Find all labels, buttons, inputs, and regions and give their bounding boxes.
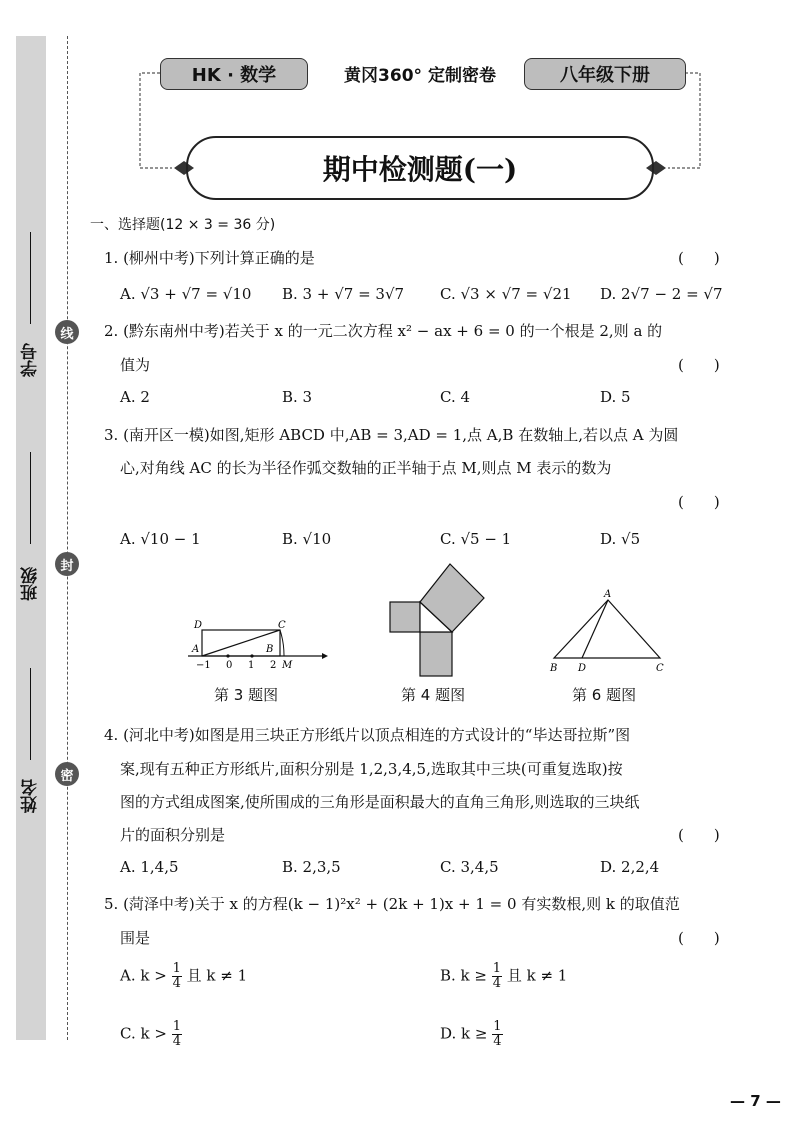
denominator: 4 xyxy=(172,1034,181,1049)
label-b: B xyxy=(550,663,558,674)
figure-6 xyxy=(546,586,676,678)
q2-option-a: A. 2 xyxy=(120,388,150,406)
numerator: 1 xyxy=(493,1019,502,1034)
denominator: 4 xyxy=(172,976,181,991)
q4-option-b: B. 2,3,5 xyxy=(282,858,341,876)
q4-stem-line4: 片的面积分别是 xyxy=(120,826,226,844)
point-zero xyxy=(226,654,229,657)
q1-option-b: B. 3 + √7 = 3√7 xyxy=(282,285,405,303)
label-name: 姓名 xyxy=(21,779,41,813)
figure-6-caption: 第 6 题图 xyxy=(572,686,637,704)
q1-option-a: A. √3 + √7 = √10 xyxy=(120,285,252,303)
q5-option-a xyxy=(120,962,247,991)
q4-option-a: A. 1,4,5 xyxy=(120,858,179,876)
q3-option-b: B. √10 xyxy=(282,530,332,548)
q4-option-c: C. 3,4,5 xyxy=(440,858,499,876)
label-a: A xyxy=(604,589,612,600)
series-title: 黄冈360° 定制密卷 xyxy=(344,65,496,86)
binding-strip xyxy=(16,36,46,1040)
tick-zero: 0 xyxy=(226,660,233,671)
subject-pill: HK · 数学 xyxy=(160,58,308,90)
tick-one: 1 xyxy=(248,660,255,671)
q3-option-c: C. √5 − 1 xyxy=(440,530,512,548)
student-no-blank xyxy=(30,232,31,324)
q3-answer-blank: ( ) xyxy=(678,493,720,511)
label-d: D xyxy=(578,663,587,674)
tick-two: 2 xyxy=(270,660,277,671)
numerator: 1 xyxy=(492,961,502,976)
fraction-one-quarter xyxy=(172,962,182,991)
q3-option-d: D. √5 xyxy=(600,530,641,548)
name-blank xyxy=(30,668,31,760)
arc-am xyxy=(280,630,284,656)
denominator: 4 xyxy=(493,1034,502,1049)
q3-option-a: A. √10 − 1 xyxy=(120,530,201,548)
axis-arrow xyxy=(322,653,328,659)
fraction-one-quarter xyxy=(172,1020,182,1049)
figure-3 xyxy=(180,600,330,680)
cut-dashed-line xyxy=(67,36,68,1040)
q1-option-d: D. 2√7 − 2 = √7 xyxy=(600,285,723,303)
bottom-square xyxy=(420,632,452,676)
q4-option-d: D. 2,2,4 xyxy=(600,858,660,876)
numerator: 1 xyxy=(172,961,181,976)
q5-answer-blank: ( ) xyxy=(678,929,720,947)
label-m: M xyxy=(282,660,293,671)
label-student-no: 学号 xyxy=(21,343,41,377)
q1-answer-blank: ( ) xyxy=(678,249,720,267)
fraction-one-quarter xyxy=(492,962,502,991)
figure-4 xyxy=(388,560,498,680)
q3-stem-line2: 心,对角线 AC 的长为半径作弧交数轴的正半轴于点 M,则点 M 表示的数为 xyxy=(120,459,612,477)
q5-option-b xyxy=(440,962,567,991)
q5-b-prefix: B. k ≥ xyxy=(440,966,487,985)
q4-answer-blank: ( ) xyxy=(678,826,720,844)
page-number: — 7 — xyxy=(730,1092,781,1110)
q2-stem-line2: 值为 xyxy=(120,356,151,374)
class-blank xyxy=(30,452,31,544)
numerator: 1 xyxy=(172,1019,181,1034)
fraction-one-quarter xyxy=(492,1020,502,1049)
grade-pill: 八年级下册 xyxy=(524,58,686,90)
section-heading: 一、选择题(12 × 3 = 36 分) xyxy=(90,217,276,233)
seal-seal-mark: 封 xyxy=(55,552,79,576)
label-c: C xyxy=(656,663,664,674)
q5-d-prefix: D. k ≥ xyxy=(440,1024,488,1043)
q1-option-c: C. √3 × √7 = √21 xyxy=(440,285,572,303)
label-b: B xyxy=(266,644,274,655)
left-square xyxy=(390,602,420,632)
q4-stem-line2: 案,现有五种正方形纸片,面积分别是 1,2,3,4,5,选取其中三块(可重复选取)按 xyxy=(120,760,623,778)
q4-stem-line1: 4. (河北中考)如图是用三块正方形纸片以顶点相连的方式设计的“毕达哥拉斯”图 xyxy=(104,726,631,744)
q5-c-prefix: C. k > xyxy=(120,1024,167,1043)
q2-option-d: D. 5 xyxy=(600,388,631,406)
q2-stem-line1: 2. (黔东南州中考)若关于 x 的一元二次方程 x² − ax + 6 = 0 的一个根是 2,则 a 的 xyxy=(104,322,663,340)
q5-option-d xyxy=(440,1020,503,1049)
q5-a-prefix: A. k > xyxy=(120,966,167,985)
seal-secret-mark: 密 xyxy=(55,762,79,786)
q2-option-b: B. 3 xyxy=(282,388,313,406)
exam-title: 期中检测题(一) xyxy=(186,136,654,200)
q2-answer-blank: ( ) xyxy=(678,356,720,374)
q5-b-suffix: 且 k ≠ 1 xyxy=(506,966,568,985)
figure-3-caption: 第 3 题图 xyxy=(214,686,279,704)
q1-stem: 1. (柳州中考)下列计算正确的是 xyxy=(104,249,315,267)
label-a: A xyxy=(192,644,200,655)
q5-a-suffix: 且 k ≠ 1 xyxy=(186,966,248,985)
segment-ad xyxy=(582,600,608,658)
label-class: 班级 xyxy=(21,567,41,601)
q5-stem-line2: 围是 xyxy=(120,929,151,947)
q3-stem-line1: 3. (南开区一模)如图,矩形 ABCD 中,AB = 3,AD = 1,点 A,B 在数轴上,若以点 A 为圆 xyxy=(104,426,679,444)
triangle-abc xyxy=(554,600,660,658)
q5-option-c xyxy=(120,1020,182,1049)
denominator: 4 xyxy=(492,976,502,991)
label-c: C xyxy=(278,620,286,631)
tick-minus-one: −1 xyxy=(196,660,211,671)
label-d: D xyxy=(194,620,203,631)
figure-4-caption: 第 4 题图 xyxy=(401,686,466,704)
q2-option-c: C. 4 xyxy=(440,388,471,406)
q4-stem-line3: 图的方式组成图案,使所围成的三角形是面积最大的直角三角形,则选取的三块纸 xyxy=(120,793,640,811)
q5-stem-line1: 5. (菏泽中考)关于 x 的方程(k − 1)²x² + (2k + 1)x + 1 = 0 有实数根,则 k 的取值范 xyxy=(104,895,680,913)
seal-line-mark: 线 xyxy=(55,320,79,344)
point-one xyxy=(250,654,253,657)
